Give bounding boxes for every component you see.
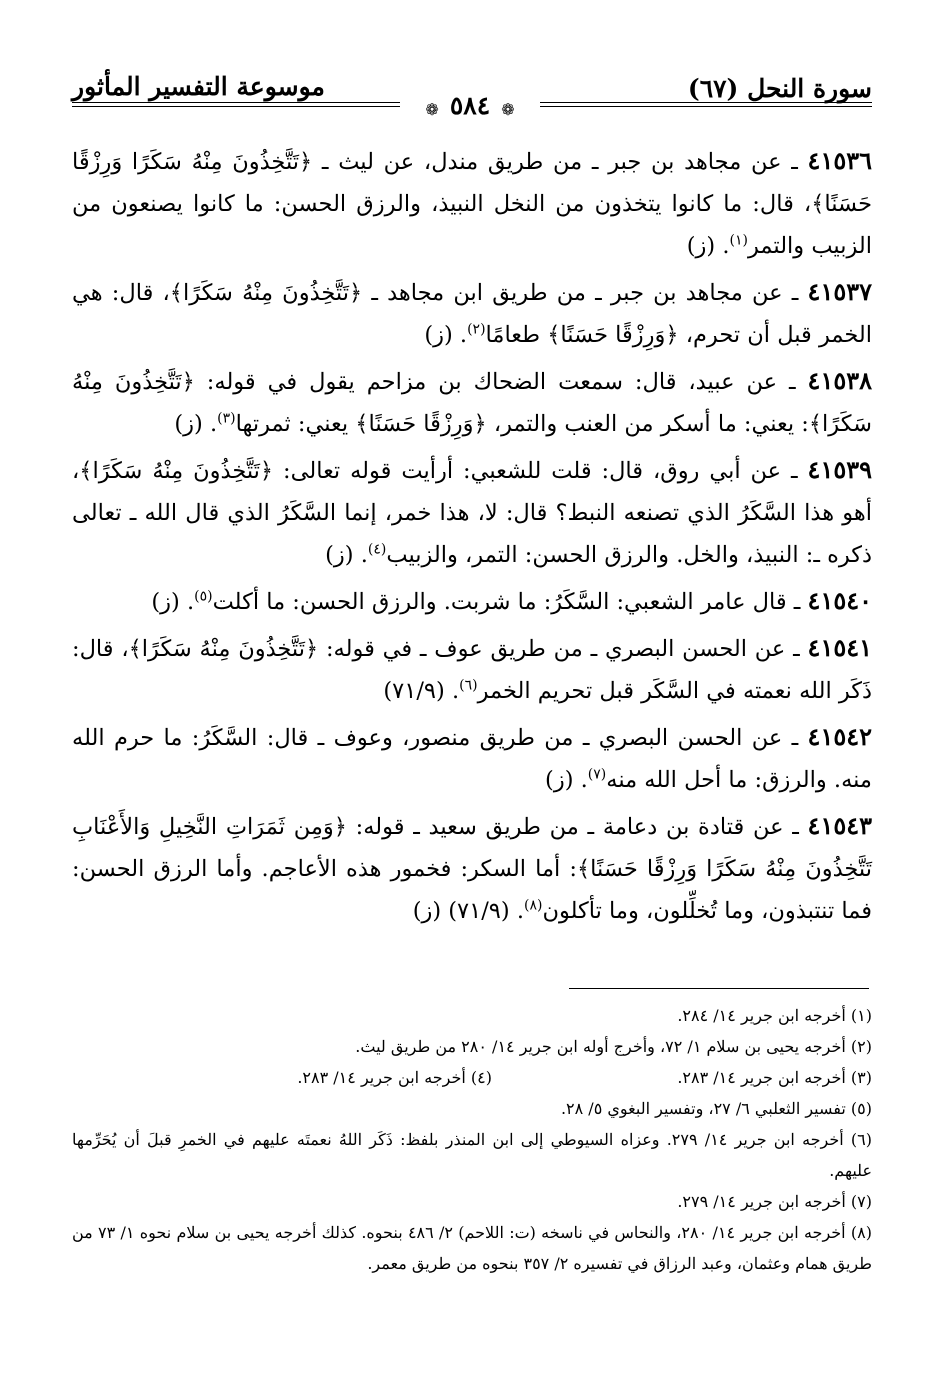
narration-entry: [72, 360, 872, 445]
main-text: [72, 140, 872, 936]
entry-tail: . (ز): [151, 589, 195, 615]
entry-text: ـ عن مجاهد بن جبر ـ من طريق ابن مجاهد ـ ﴿تَتَّخِذُونَ مِنْهُ سَكَرًا﴾، قال: هي الخمر قبل أن تحرم، ﴿وَرِزْقًا حَسَنًا﴾ طعامًا: [72, 280, 872, 348]
narration-entry: [72, 805, 872, 932]
entry-tail: . (ز): [325, 542, 368, 568]
entry-tail: . (ز): [686, 233, 730, 259]
ornament-icon: ❁: [501, 100, 515, 119]
footnote-row-3-4: [72, 1062, 872, 1093]
entry-text: ـ عن أبي روق، قال: قلت للشعبي: أرأيت قوله تعالى: ﴿تَتَّخِذُونَ مِنْهُ سَكَرًا﴾، أهو هذا السَّكَرُ الذي تصنعه النبط؟ قال: لا، هذا خمر، إنما السَّكَرُ الذي قال الله ـ تعالى ذكره ـ: النبيذ، والخل. والرزق الحسن: التمر، والزبيب: [72, 458, 872, 568]
entry-tail: . (٧١/٩) (ز): [412, 898, 524, 924]
footnote-5: (٥) تفسير الثعلبي ٦/ ٢٧، وتفسير البغوي ٥/ ٢٨.: [560, 1099, 872, 1118]
footnote-ref: (٥): [194, 588, 213, 605]
footnote-2: (٢) أخرجه يحيى بن سلام ١/ ٧٢، وأخرج أوله ابن جرير ١٤/ ٢٨٠ من طريق ليث.: [355, 1037, 872, 1056]
entry-number: ٤١٥٤٢: [807, 722, 872, 751]
footnote-8: (٨) أخرجه ابن جرير ١٤/ ٢٨٠، والنحاس في ناسخه (ت: اللاحم) ٢/ ٤٨٦ بنحوه. كذلك أخرجه يحيى بن سلام نحوه ١/ ٧٣ من طريق همام وعثمان، وعبد الرزاق في تفسيره ٢/ ٣٥٧ بنحوه من طريق معمر.: [72, 1223, 872, 1273]
narration-entry: [72, 449, 872, 576]
entry-text: ـ عن الحسن البصري ـ من طريق منصور، وعوف ـ قال: السَّكَرُ: ما حرم الله منه. والرزق: ما أحل الله منه: [72, 725, 872, 793]
footnote-ref: (٦): [459, 677, 478, 694]
narration-entry: [72, 716, 872, 801]
entry-number: ٤١٥٤٠: [807, 586, 872, 615]
footnote-ref: (٣): [217, 410, 236, 427]
footnote-ref: (١): [729, 232, 748, 249]
entry-tail: . (ز): [545, 767, 588, 793]
page-number-box: [400, 88, 540, 124]
entry-number: ٤١٥٣٩: [807, 455, 872, 484]
ornament-icon: ❁: [425, 100, 439, 119]
entry-number: ٤١٥٣٧: [807, 277, 872, 306]
narration-entry: [72, 140, 872, 267]
book-title: موسوعة التفسير المأثور: [72, 72, 325, 101]
footnote-ref: (٨): [523, 897, 543, 914]
footnote-4: (٤) أخرجه ابن جرير ١٤/ ٢٨٣.: [297, 1068, 492, 1087]
entry-number: ٤١٥٣٨: [807, 366, 872, 395]
footnotes: [72, 1000, 872, 1279]
footnote-1: (١) أخرجه ابن جرير ١٤/ ٢٨٤.: [677, 1006, 872, 1025]
entry-number: ٤١٥٤١: [807, 633, 872, 662]
footnote-ref: (٢): [467, 321, 486, 338]
entry-text: ـ عن الحسن البصري ـ من طريق عوف ـ في قوله: ﴿تَتَّخِذُونَ مِنْهُ سَكَرًا﴾، قال: ذَكَر الله نعمته في السَّكَر قبل تحريم الخمر: [72, 636, 872, 704]
narration-entry: [72, 627, 872, 712]
narration-entry: [72, 580, 872, 623]
entry-text: ـ عن مجاهد بن جبر ـ من طريق مندل، عن ليث ـ ﴿تَتَّخِذُونَ مِنْهُ سَكَرًا وَرِزْقًا حَسَنًا﴾، قال: ما كانوا يتخذون من النخل النبيذ، والرزق الحسن: ما كانوا يصنعون من الزبيب والتمر: [72, 149, 872, 259]
footnote-ref: (٧): [587, 766, 607, 783]
entry-text: ـ عن قتادة بن دعامة ـ من طريق سعيد ـ قوله: ﴿وَمِن ثَمَرَاتِ النَّخِيلِ وَالأَعْنَابِ تَتَّخِذُونَ مِنْهُ سَكَرًا وَرِزْقًا حَسَنًا﴾: أما السكر: فخمور هذه الأعاجم. وأما الرزق الحسن: فما تنتبذون، وما تُخلِّلون، وما تأكلون: [72, 814, 872, 924]
entry-text: ـ قال عامر الشعبي: السَّكَرُ: ما شربت. والرزق الحسن: ما أكلت: [212, 589, 808, 615]
footnote-3: (٣) أخرجه ابن جرير ١٤/ ٢٨٣.: [677, 1068, 872, 1087]
narration-entry: [72, 271, 872, 356]
entry-text: ـ عن عبيد، قال: سمعت الضحاك بن مزاحم يقول في قوله: ﴿تَتَّخِذُونَ مِنْهُ سَكَرًا﴾: يعني: ما أسكر من العنب والتمر، ﴿وَرِزْقًا حَسَنًا﴾ يعني: ثمرتها: [72, 369, 872, 437]
footnote-6: (٦) أخرجه ابن جرير ١٤/ ٢٧٩. وعزاه السيوطي إلى ابن المنذر بلفظ: ذَكَر اللهُ نعمتَه عليهم في الخمرِ قبلَ أن يُحَرِّمها عليهم.: [72, 1130, 873, 1180]
page-number: ٥٨٤: [449, 91, 491, 120]
entry-tail: . (ز): [424, 322, 468, 348]
entry-tail: . (ز): [174, 411, 218, 437]
footnote-7: (٧) أخرجه ابن جرير ١٤/ ٢٧٩.: [677, 1192, 872, 1211]
surah-title: سورة النحل (٦٧): [687, 74, 872, 103]
footnote-separator: [569, 988, 869, 989]
entry-number: ٤١٥٣٦: [807, 146, 872, 175]
footnote-ref: (٤): [367, 541, 387, 558]
entry-tail: . (٧١/٩): [383, 678, 460, 704]
entry-number: ٤١٥٤٣: [807, 811, 872, 840]
